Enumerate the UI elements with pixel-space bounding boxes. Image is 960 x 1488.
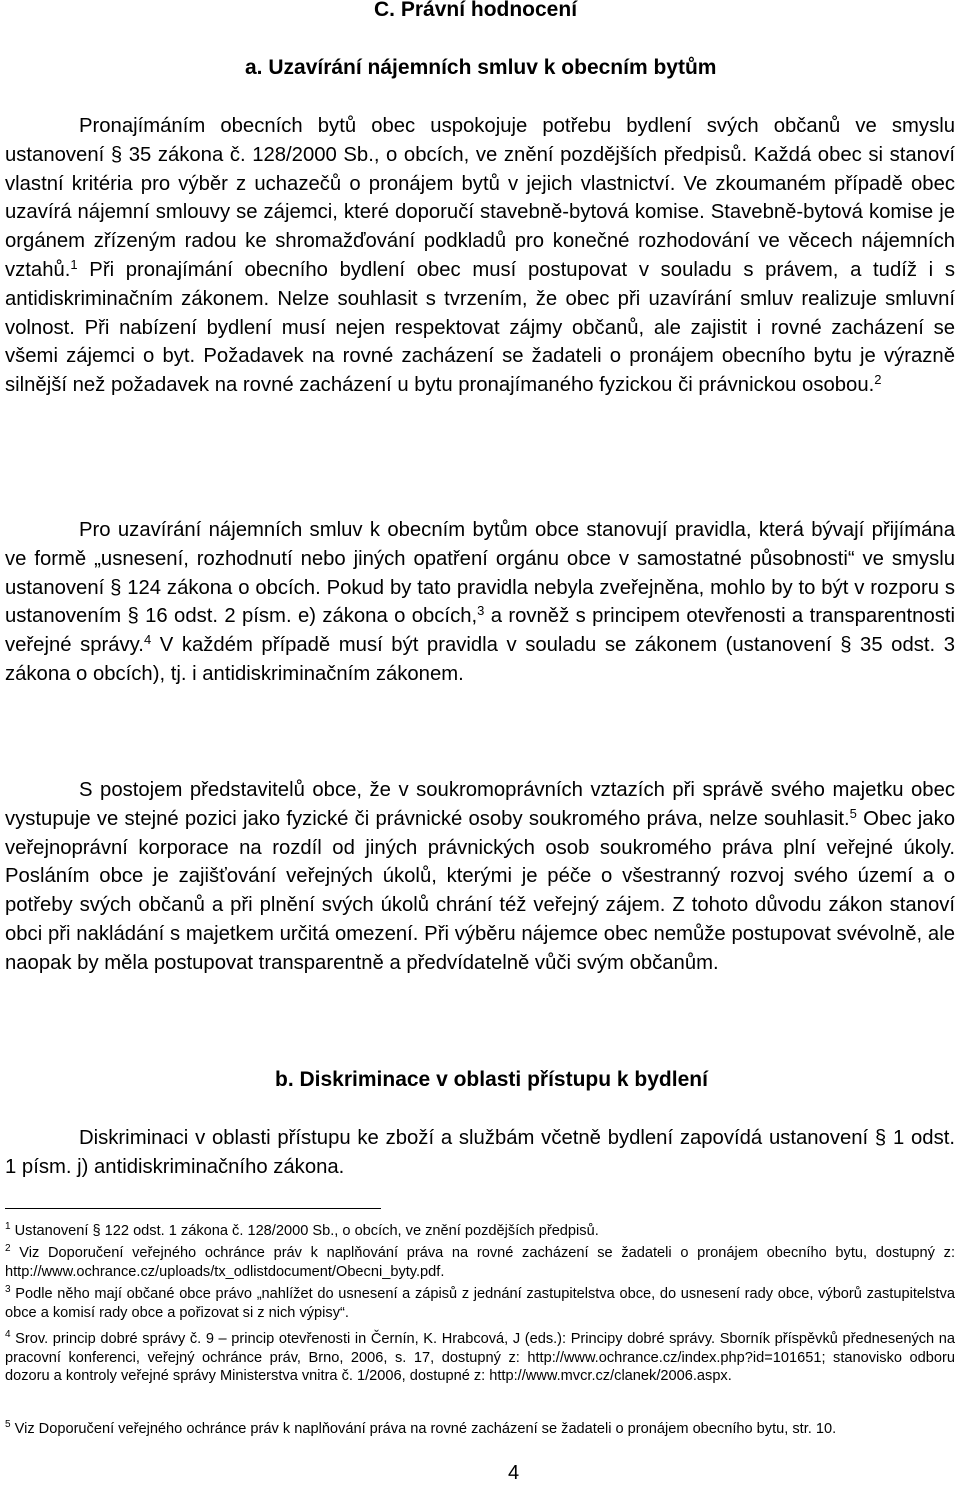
footnote-text: Podle něho mají občané obce právo „nahlížet do usnesení a zápisů z jednání zastupitelstva obce, do usnesení rady obce, výborů zastupitelstva obce a komisí rady obce a pořizovat si z nich výpisy“. [5, 1286, 955, 1321]
paragraph-b1-text: Diskriminaci v oblasti přístupu ke zboží a službám včetně bydlení zapovídá ustanovení § 1 odst. 1 písm. j) antidiskriminačního zákona. [5, 1127, 955, 1178]
paragraph-b1 [5, 1124, 955, 1182]
paragraph-a3 [5, 776, 955, 978]
paragraph-a2-text-2: a rovněž s principem otevřenosti a transparentnosti veřejné správy. [5, 605, 956, 657]
paragraph-a3-text-2: Obec jako veřejnoprávní korporace na rozdíl od jiných právnických osob soukromého práva plní veřejné úkoly. Posláním obce je zajišťování veřejných úkolů, kterými je péče o všestranný rozvoj svého území a o potřeby svých občanů a při plnění svých úkolů chrání též veřejný zájem. Z tohoto důvodu zákon stanoví obci při nakládání s majetkem určitá omezení. Při výběru nájemce obec nemůže postupovat svévolně, ale naopak by měla postupovat transparentně a předvídatelně vůči svým občanům. [5, 807, 955, 974]
footnote-1 [5, 1222, 955, 1241]
paragraph-a3-text-1: S postojem představitelů obce, že v soukromoprávních vztazích při správě svého majetku obec vystupuje ve stejné pozici jako fyzické či právnické osoby soukromého práva, nelze souhlasit. [5, 779, 955, 830]
subsection-b-title: b. Diskriminace v oblasti přístupu k bydlení [275, 1068, 708, 1091]
footnote-number: 1 [5, 1221, 11, 1232]
subsection-a-title: a. Uzavírání nájemních smluv k obecním bytům [245, 56, 717, 79]
footnote-2 [5, 1244, 955, 1281]
footnote-3 [5, 1285, 955, 1322]
footnote-text: Viz Doporučení veřejného ochránce práv k naplňování práva na rovné zacházení se žadateli o pronájem obecního bytu, str. 10. [10, 1421, 837, 1437]
footnote-5 [5, 1420, 955, 1439]
footnote-number: 4 [5, 1329, 11, 1340]
paragraph-a2-text-1: Pro uzavírání nájemních smluv k obecním bytům obce stanovují pravidla, která bývají přijímána ve formě „usnesení, rozhodnutí nebo jiných opatření orgánu obce v samostatné působnosti“ ve smyslu ustanovení § 124 zákona o obcích. Pokud by tato pravidla nebyla zveřejněna, mohlo by to být v rozporu s ustanovením § 16 odst. 2 písm. e) zákona o obcích, [5, 519, 955, 628]
footnote-ref-3[interactable]: 3 [477, 603, 485, 619]
footnote-ref-1[interactable]: 1 [70, 256, 78, 272]
footnote-number: 2 [5, 1243, 11, 1254]
paragraph-a1 [5, 112, 955, 400]
footnote-separator [5, 1208, 381, 1209]
footnote-number: 5 [5, 1419, 11, 1430]
footnote-4 [5, 1330, 955, 1386]
paragraph-a2 [5, 516, 955, 689]
paragraph-a1-text-2: Při pronajímání obecního bydlení obec musí postupovat v souladu s právem, a tudíž i s antidiskriminačním zákonem. Nelze souhlasit s tvrzením, že obec při uzavírání smluv realizuje smluvní volnost. Při nabízení bydlení musí nejen respektovat zájmy občanů, ale zajistit i rovné zacházení se všemi zájemci o byt. Požadavek na rovné zacházení se žadateli o pronájem obecního bytu je výrazně silnější než požadavek na rovné zacházení u bytu pronajímaného fyzickou či právnickou osobou. [5, 258, 955, 397]
section-heading: C. Právní hodnocení [374, 0, 578, 21]
footnote-number: 3 [5, 1284, 11, 1295]
footnote-text: Viz Doporučení veřejného ochránce práv k naplňování práva na rovné zacházení se žadateli o pronájem obecního bytu, dostupný z: http://www.ochrance.cz/uploads/tx_odlistdocument/Obecni_byty.pdf. [5, 1245, 955, 1280]
footnote-ref-2[interactable]: 2 [874, 372, 882, 388]
footnote-text: Srov. princip dobré správy č. 9 – princip otevřenosti in Černín, K. Hrabcová, J (eds.): Principy dobré správy. Sborník příspěvků přednesených na pracovní konferenci, veřejný ochránce práv, Brno, 2006, s. 17, dostupný z: http://www.ochrance.cz/index.php?id=101651; stanovisko odboru dozoru a kontroly veřejné správy Ministerstva vnitra č. 1/2006, dostupné z: http://www.mvcr.cz/clanek/2006.aspx. [5, 1331, 955, 1384]
footnote-text: Ustanovení § 122 odst. 1 zákona č. 128/2000 Sb., o obcích, ve znění pozdějších předpisů. [10, 1223, 599, 1239]
paragraph-a2-text-3: V každém případě musí být pravidla v souladu se zákonem (ustanovení § 35 odst. 3 zákona o obcích), tj. i antidiskriminačním zákonem. [5, 634, 955, 685]
footnote-ref-4[interactable]: 4 [143, 632, 152, 648]
footnote-ref-5[interactable]: 5 [849, 805, 857, 821]
page-number: 4 [508, 1462, 520, 1484]
paragraph-a1-text-1: Pronajímáním obecních bytů obec uspokojuje potřebu bydlení svých občanů ve smyslu ustanovení § 35 zákona č. 128/2000 Sb., o obcích, ve znění pozdějších předpisů. Každá obec si stanoví vlastní kritéria pro výběr z uchazečů o pronájem bytů v jejich vlastnictví. Ve zkoumaném případě obec uzavírá nájemní smlouvy se zájemci, které doporučí stavebně-bytová komise. Stavebně-bytová komise je orgánem zřízeným radou ke shromažďování podkladů pro konečné rozhodování ve věcech nájemních vztahů. [5, 115, 955, 281]
